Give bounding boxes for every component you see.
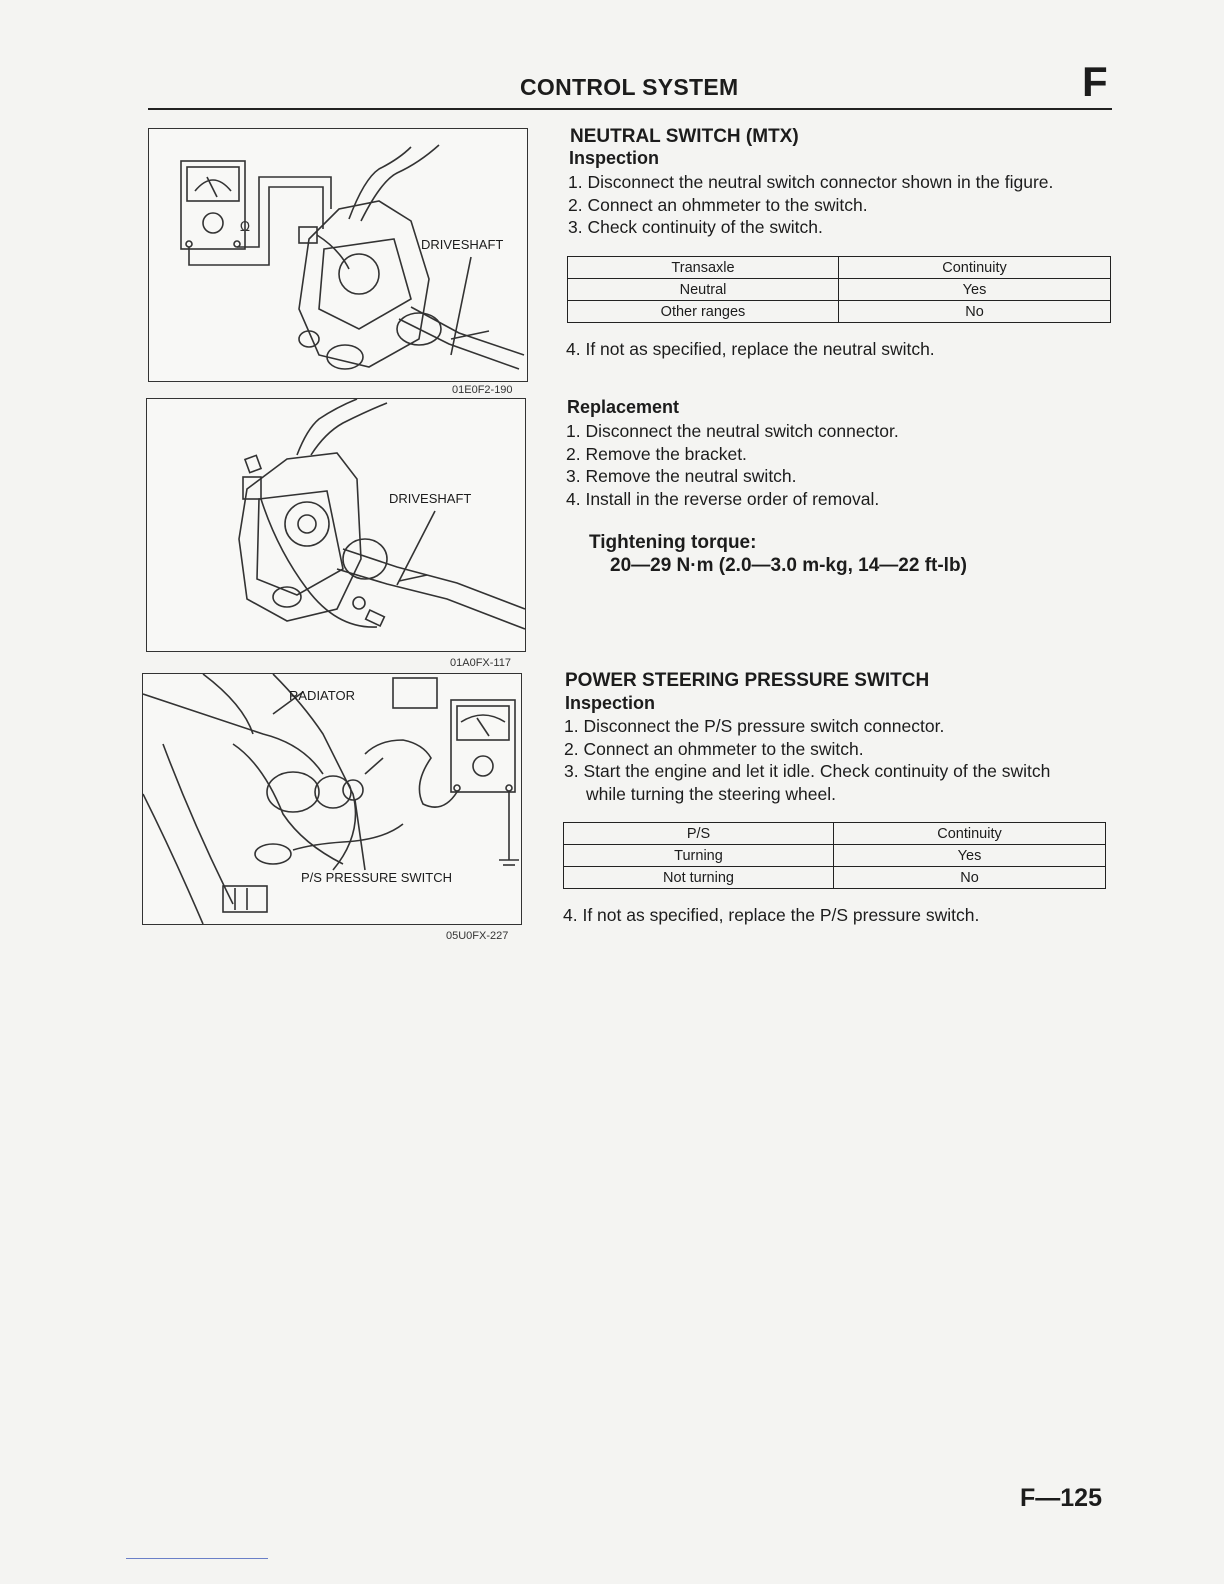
neutral-inspection-step: 2. Connect an ohmmeter to the switch. (568, 194, 868, 215)
figure2-label-driveshaft: DRIVESHAFT (389, 491, 472, 506)
neutral-inspection-step: 1. Disconnect the neutral switch connector shown in the figure. (568, 172, 1054, 192)
ps-pressure-switch-illustration (143, 674, 521, 924)
figure-neutral-switch-ohmmeter (148, 128, 528, 382)
figure3-code: 05U0FX-227 (446, 930, 509, 942)
torque-value: 20—29 N·m (2.0—3.0 m-kg, 14—22 ft-lb) (610, 555, 967, 576)
table-cell: Turning (564, 845, 834, 867)
figure1-code: 01E0F2-190 (452, 384, 513, 396)
figure-ps-pressure-switch (142, 673, 522, 925)
page-title: CONTROL SYSTEM (520, 74, 739, 100)
ps-continuity-table (563, 822, 1106, 889)
page-number: F—125 (1020, 1484, 1102, 1512)
neutral-replacement-step: 1. Disconnect the neutral switch connector. (566, 421, 899, 441)
bottom-rule (126, 1558, 268, 1559)
neutral-replacement-step: 4. Install in the reverse order of removal. (566, 488, 880, 509)
neutral-switch-location-illustration (147, 399, 525, 651)
figure1-label-driveshaft: DRIVESHAFT (421, 237, 504, 252)
figure2-code: 01A0FX-117 (450, 657, 511, 669)
table-header-cell: Continuity (834, 823, 1106, 845)
table-header-cell: Continuity (839, 257, 1111, 279)
ohmmeter-icon (181, 161, 245, 249)
table-cell: No (834, 867, 1106, 889)
ps-inspection-step4: 4. If not as specified, replace the P/S pressure switch. (563, 905, 980, 925)
table-row (564, 845, 1106, 867)
ohmmeter-icon (451, 700, 515, 792)
table-cell: Not turning (564, 867, 834, 889)
figure-neutral-switch-location (146, 398, 526, 652)
table-header-row (564, 823, 1106, 845)
ps-inspection-step: 2. Connect an ohmmeter to the switch. (564, 738, 864, 759)
ps-switch-title: POWER STEERING PRESSURE SWITCH (565, 670, 930, 691)
neutral-inspection-step4: 4. If not as specified, replace the neutral switch. (566, 339, 935, 359)
neutral-replacement-heading: Replacement (567, 397, 680, 417)
table-header-cell: P/S (564, 823, 834, 845)
table-header-cell: Transaxle (568, 257, 839, 279)
figure3-label-radiator: RADIATOR (289, 688, 355, 703)
neutral-switch-ohmmeter-illustration (149, 129, 527, 381)
torque-label: Tightening torque: (589, 532, 757, 553)
neutral-inspection-steps (568, 171, 1053, 239)
neutral-replacement-steps (566, 420, 899, 510)
ps-inspection-step: 1. Disconnect the P/S pressure switch connector. (564, 716, 945, 736)
table-cell: No (839, 301, 1111, 323)
table-row (568, 279, 1111, 301)
table-row (568, 301, 1111, 323)
ps-inspection-steps (564, 715, 1050, 805)
table-cell: Yes (839, 279, 1111, 301)
neutral-replacement-step: 2. Remove the bracket. (566, 443, 747, 464)
neutral-inspection-heading: Inspection (569, 148, 660, 168)
neutral-replacement-step: 3. Remove the neutral switch. (566, 466, 797, 486)
section-letter: F (1082, 58, 1108, 105)
figure3-label-ps-switch: P/S PRESSURE SWITCH (301, 870, 452, 885)
table-cell: Yes (834, 845, 1106, 867)
table-header-row (568, 257, 1111, 279)
ps-inspection-step-cont: while turning the steering wheel. (586, 783, 837, 804)
header-rule (148, 108, 1112, 110)
table-cell: Other ranges (568, 301, 839, 323)
neutral-switch-title: NEUTRAL SWITCH (MTX) (570, 126, 799, 147)
neutral-continuity-table (567, 256, 1111, 323)
ps-inspection-heading: Inspection (565, 693, 656, 713)
ps-inspection-step: 3. Start the engine and let it idle. Check continuity of the switch (564, 761, 1051, 781)
neutral-inspection-step: 3. Check continuity of the switch. (568, 217, 823, 237)
table-row (564, 867, 1106, 889)
table-cell: Neutral (568, 279, 839, 301)
svg-text:Ω: Ω (240, 220, 250, 235)
